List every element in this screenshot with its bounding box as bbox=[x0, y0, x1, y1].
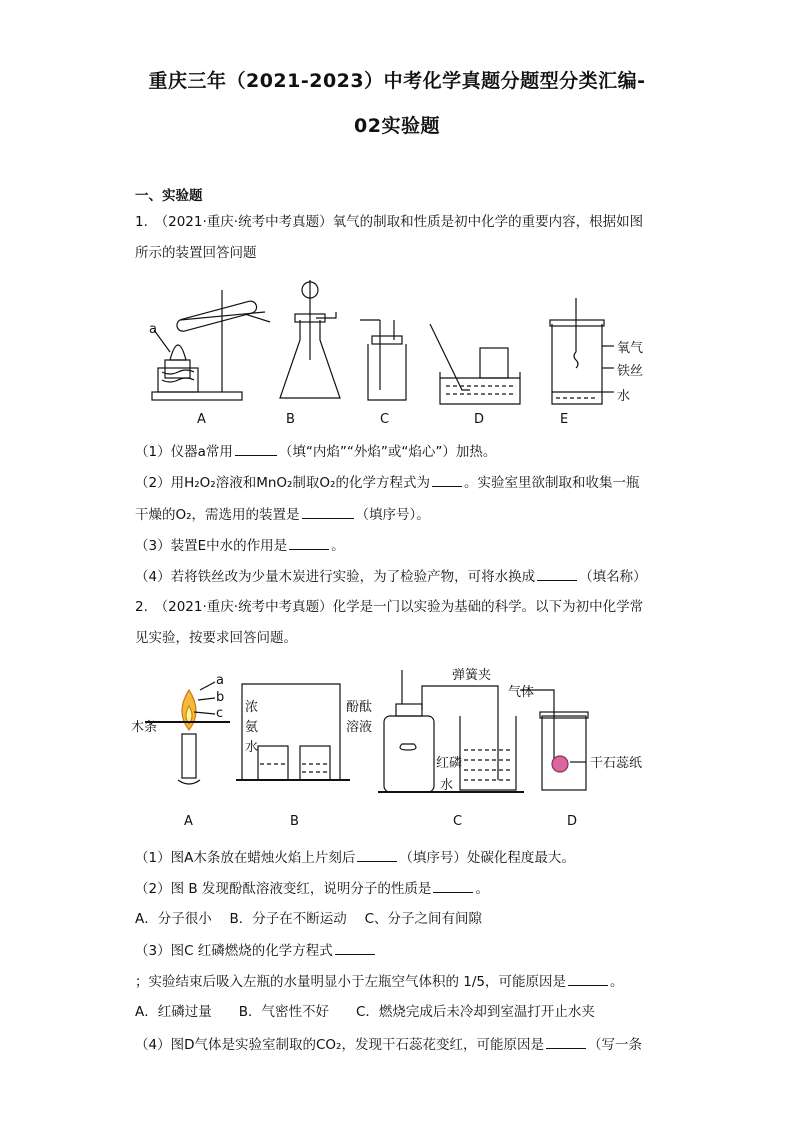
stand-base bbox=[152, 392, 242, 400]
q1-stem-line1: 1. （2021·重庆·统考中考真题）氧气的制取和性质是初中化学的重要内容，根据如图 bbox=[135, 214, 644, 230]
doc-title-line1: 重庆三年（2021-2023）中考化学真题分题型分类汇编- bbox=[148, 70, 646, 92]
q1-label-a: a bbox=[149, 322, 157, 337]
q2-label-phenolphthalein-2: 溶液 bbox=[346, 720, 373, 735]
q1-stem-line2: 所示的装置回答问题 bbox=[135, 245, 257, 261]
q1-part2: （2）用H₂O₂溶液和MnO₂制取O₂的化学方程式为 。实验室里欲制取和收集一瓶 bbox=[135, 472, 639, 493]
q1-fig-label-B: B bbox=[286, 412, 295, 427]
q2-label-clip: 弹簧夹 bbox=[452, 668, 492, 683]
q2-part2-options: A．分子很小 B．分子在不断运动 C、分子之间有间隙 bbox=[135, 911, 483, 927]
q2-stem-line2: 见实验，按要求回答问题。 bbox=[135, 630, 297, 646]
q2-label-stick: 木条 bbox=[131, 720, 158, 735]
q1-fig-label-D: D bbox=[474, 412, 485, 427]
q1-fig-label-E: E bbox=[560, 412, 569, 427]
q2-label-phenolphthalein-1: 酚酞 bbox=[346, 700, 373, 715]
q2-label-gas: 气体 bbox=[508, 685, 535, 700]
q2-label-b: b bbox=[216, 690, 225, 705]
q2-stem-line1: 2. （2021·重庆·统考中考真题）化学是一门以实验为基础的科学。以下为初中化学常 bbox=[135, 599, 644, 615]
section-heading: 一、实验题 bbox=[135, 188, 203, 204]
doc-title-line2: 02实验题 bbox=[354, 115, 440, 137]
q1-fig-label-A: A bbox=[197, 412, 206, 427]
q2-part2: （2）图 B 发现酚酞溶液变红，说明分子的性质是 。 bbox=[135, 878, 489, 899]
q2-fig-label-D: D bbox=[567, 814, 578, 829]
q1-label-wire: 铁丝 bbox=[617, 364, 644, 379]
q2-label-litmus-paper: 干石蕊纸 bbox=[590, 756, 643, 771]
q1-part2b: 干燥的O₂，需选用的装置是 （填序号）。 bbox=[135, 504, 430, 525]
q2-label-ammonia-3: 水 bbox=[245, 740, 259, 755]
q2-part3: （3）图C 红磷燃烧的化学方程式 bbox=[135, 940, 377, 961]
q2-part4: （4）图D气体是实验室制取的CO₂，发现干石蕊花变红，可能原因是 （写一条 bbox=[135, 1034, 642, 1055]
q1-part1: （1）仪器a常用 （填“内焰”“外焰”或“焰心”）加热。 bbox=[135, 441, 496, 462]
q2-label-ammonia-2: 氨 bbox=[245, 720, 259, 735]
q1-part4: （4）若将铁丝改为少量木炭进行实验，为了检验产物，可将水换成 （填名称） bbox=[135, 566, 647, 587]
q1-label-water: 水 bbox=[617, 389, 631, 404]
q1-apparatus-figure bbox=[140, 280, 660, 410]
q2-label-water: 水 bbox=[440, 778, 454, 793]
q2-fig-label-B: B bbox=[290, 814, 299, 829]
q1-part3: （3）装置E中水的作用是 。 bbox=[135, 535, 345, 556]
q2-fig-label-A: A bbox=[184, 814, 193, 829]
q2-part1: （1）图A木条放在蜡烛火焰上片刻后 （填序号）处碳化程度最大。 bbox=[135, 847, 575, 868]
q2-label-c: c bbox=[216, 706, 224, 721]
q1-fig-label-C: C bbox=[380, 412, 390, 427]
q2-label-ammonia-1: 浓 bbox=[245, 700, 259, 715]
q2-part3-options: A．红磷过量 B．气密性不好 C．燃烧完成后未冷却到室温打开止水夹 bbox=[135, 1004, 595, 1020]
q2-label-phosphorus: 红磷 bbox=[436, 756, 463, 771]
q1-label-oxygen: 氧气 bbox=[617, 341, 644, 356]
q2-part3b: ；实验结束后吸入左瓶的水量明显小于左瓶空气体积的 1/5，可能原因是 。 bbox=[135, 971, 624, 992]
q2-fig-label-C: C bbox=[453, 814, 463, 829]
q2-label-a: a bbox=[216, 673, 224, 688]
